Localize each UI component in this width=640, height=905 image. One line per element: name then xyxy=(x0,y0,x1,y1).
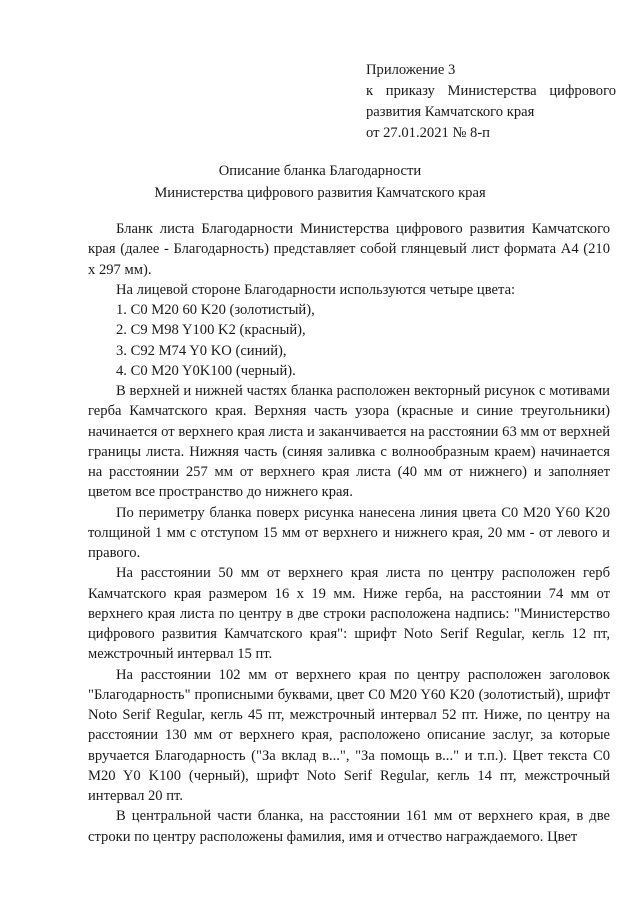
paragraph-border: По периметру бланка поверх рисунка нанесена линия цвета C0 M20 Y60 K20 толщиной 1 мм с отступом 15 мм от верхнего и нижнего края, 20 мм - от левого и правого. xyxy=(88,504,610,561)
paragraph-pattern: В верхней и нижней частях бланка расположен векторный рисунок с мотивами герба Камчатского края. Верхняя часть узора (красные и синие треугольники) начинается от верхнего края листа и заканчивается на расстоянии 63 мм от верхней границы листа. Нижняя часть (синяя заливка с волнообразным краем) начинается на расстоянии 257 мм от верхнего края листа (40 мм от нижнего) и заполняет цветом все пространство до нижнего края. xyxy=(88,383,610,501)
paragraph-heading: На расстоянии 102 мм от верхнего края по центру расположен заголовок "Благодарность" прописными буквами, цвет C0 M20 Y60 K20 (золотистый), шрифт Noto Serif Regular, кегль 45 пт, межстрочный интервал 52 пт. Ниже, по центру на расстоянии 130 мм от верхнего края, расположено описание заслуг, за которые вручается Благодарность ("За вклад в...", "За помощь в..." и т.п.). Цвет текста C0 M20 Y0 K100 (черный), шрифт Noto Serif Regular, кегль 14 пт, межстрочный интервал 20 пт. xyxy=(88,666,610,804)
appendix-number: Приложение 3 xyxy=(366,62,456,78)
paragraph-colors-intro: На лицевой стороне Благодарности используются четыре цвета: xyxy=(116,281,516,298)
paragraph-intro: Бланк листа Благодарности Министерства цифрового развития Камчатского края (далее - Благодарность) представляет собой глянцевый лист формата А4 (210 х 297 мм). xyxy=(88,221,610,278)
document-title xyxy=(60,160,580,204)
color-list-item: 2. C9 M98 Y100 K2 (красный), xyxy=(116,322,306,339)
paragraph-emblem: На расстоянии 50 мм от верхнего края листа по центру расположен герб Камчатского края размером 16 х 19 мм. Ниже герба, на расстоянии 74 мм от верхнего края листа по центру в две строки расположена надпись: "Министерство цифрового развития Камчатского края": шрифт Noto Serif Regular, кегль 12 пт, межстрочный интервал 15 пт. xyxy=(88,565,610,663)
appendix-date: от 27.01.2021 № 8-п xyxy=(366,125,490,141)
title-line-1: Описание бланка Благодарности xyxy=(218,163,422,179)
color-list-item: 1. C0 M20 60 K20 (золотистый), xyxy=(116,302,315,318)
paragraph-recipient: В центральной части бланка, на расстоянии 161 мм от верхнего края, в две строки по центру расположены фамилия, имя и отчество награждаемого. Цвет xyxy=(88,808,610,845)
color-list-item: 3. C92 M74 Y0 KO (синий), xyxy=(116,342,287,359)
appendix-order-ref: к приказу Министерства цифрового xyxy=(366,83,616,99)
title-line-2: Министерства цифрового развития Камчатского края xyxy=(154,185,486,201)
color-list-item: 4. C0 M20 Y0K100 (черный). xyxy=(116,362,296,379)
appendix-ministry: развития Камчатского края xyxy=(366,104,535,120)
document-body xyxy=(88,219,610,847)
appendix-header xyxy=(366,60,616,144)
